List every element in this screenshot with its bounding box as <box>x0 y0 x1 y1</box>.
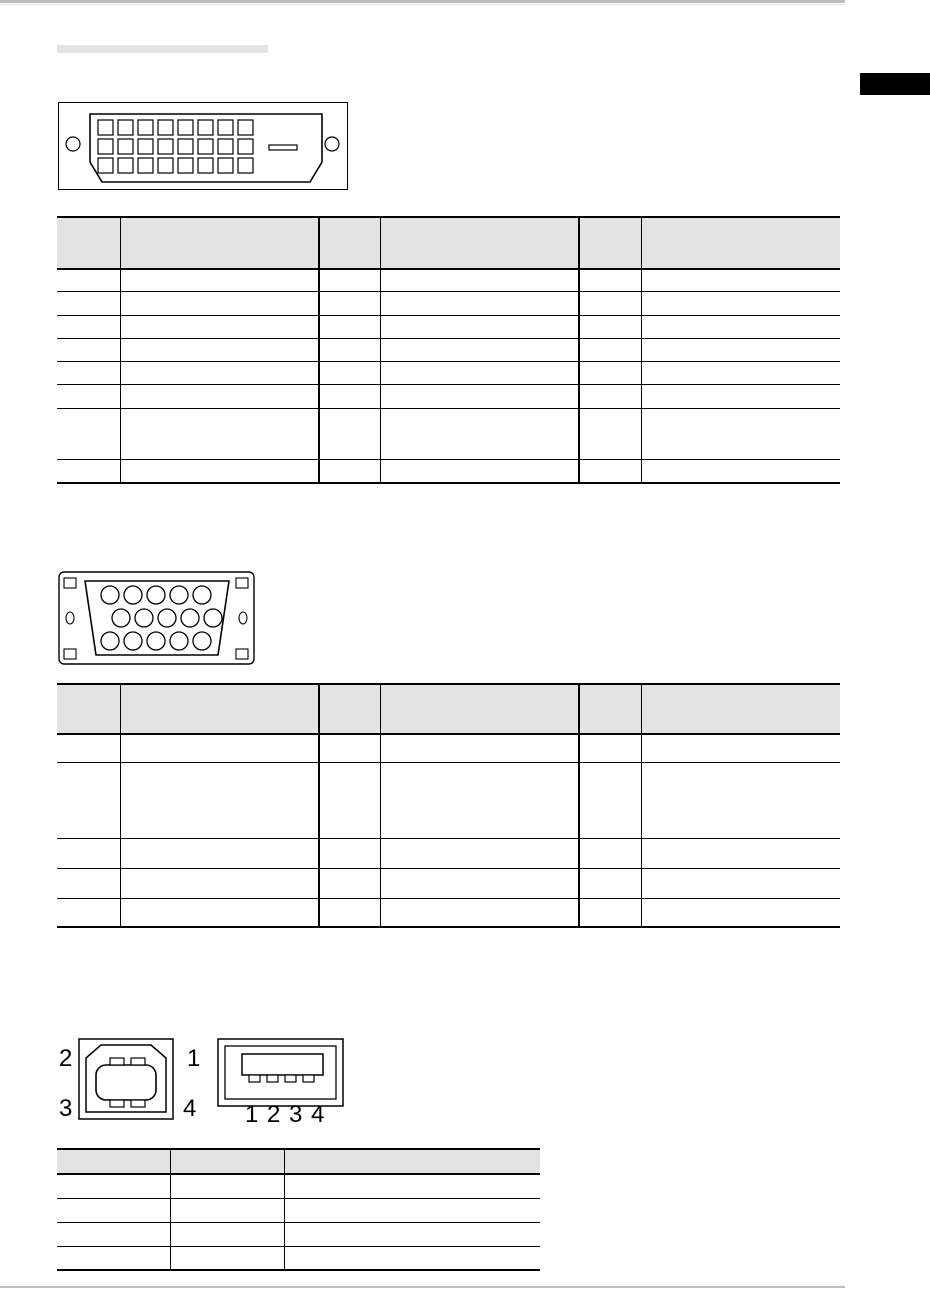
dsub-pin <box>170 586 188 604</box>
chapter-side-tab <box>860 73 930 95</box>
dsub15-connector-icon <box>58 571 256 666</box>
table-row <box>57 460 840 483</box>
dvi-pin <box>238 158 253 173</box>
usb-pin-label-2: 2 <box>59 1045 73 1072</box>
table-row <box>57 315 840 338</box>
dsub-pin <box>193 586 211 604</box>
dvi-header-pin-3 <box>579 217 641 269</box>
table-row <box>57 269 840 292</box>
dsub-pin <box>147 586 165 604</box>
table-row <box>57 1222 540 1246</box>
dsub-pin <box>170 632 188 650</box>
table-row <box>57 1198 540 1222</box>
dsub-pin <box>193 632 211 650</box>
usb-pin-label-1: 1 <box>187 1045 201 1072</box>
dvi-pin <box>138 120 153 135</box>
dsub-header-signal-1 <box>120 684 319 734</box>
bottom-rule <box>0 1286 845 1288</box>
table-row <box>57 762 840 838</box>
dsub-pin <box>204 609 222 627</box>
dsub-pin <box>101 632 119 650</box>
dvi-pin <box>218 158 233 173</box>
dvi-pin <box>138 158 153 173</box>
dsub-pin <box>181 609 199 627</box>
dsub-pin <box>112 609 130 627</box>
usb-header-signal <box>170 1149 284 1174</box>
dsub-pin <box>124 586 142 604</box>
dvi-pin <box>98 139 113 154</box>
dvi-pin <box>198 120 213 135</box>
dvi-pin <box>238 139 253 154</box>
dvi-pin <box>118 120 133 135</box>
dvi-pin <box>218 139 233 154</box>
table-row <box>57 1246 540 1270</box>
dvi-pin <box>118 158 133 173</box>
usb-header-remarks <box>284 1149 540 1174</box>
dsub-pin <box>135 609 153 627</box>
dvi-pin <box>218 120 233 135</box>
usb-downstream-pin-labels: 1 2 3 4 <box>245 1101 326 1126</box>
top-rule <box>0 0 845 3</box>
dvi-connector-icon <box>58 102 349 191</box>
dvi-pin <box>138 139 153 154</box>
table-row <box>57 338 840 361</box>
dvi-pin <box>198 139 213 154</box>
dvi-pin <box>178 158 193 173</box>
dvi-pin <box>158 139 173 154</box>
usb-connector-icon <box>55 1036 355 1126</box>
top-rule-thin <box>0 4 845 5</box>
dsub-pin <box>101 586 119 604</box>
usb-header-contact <box>57 1149 170 1174</box>
dvi-pin <box>198 158 213 173</box>
dsub-header-pin-1 <box>57 684 120 734</box>
dsub-header-signal-3 <box>641 684 840 734</box>
table-row <box>57 838 840 868</box>
table-row <box>57 292 840 315</box>
dvi-pin <box>158 158 173 173</box>
usb-pin-label-4: 4 <box>183 1095 197 1122</box>
dsub-pin <box>158 609 176 627</box>
dvi-header-pin-1 <box>57 217 120 269</box>
table-row <box>57 1174 540 1198</box>
dsub-pin-table <box>57 683 840 928</box>
usb-upstream-connector <box>59 1039 200 1122</box>
dvi-pin <box>118 139 133 154</box>
dvi-pin-table <box>57 216 840 484</box>
dvi-pin <box>158 120 173 135</box>
dvi-header-signal-3 <box>641 217 840 269</box>
dvi-pin <box>238 120 253 135</box>
table-row <box>57 734 840 762</box>
dsub-pin <box>147 632 165 650</box>
table-row <box>57 868 840 898</box>
dsub-header-pin-2 <box>319 684 380 734</box>
usb-downstream-connector <box>218 1039 343 1126</box>
dvi-pin <box>178 139 193 154</box>
table-row <box>57 898 840 927</box>
table-row <box>57 362 840 385</box>
dvi-header-pin-2 <box>319 217 380 269</box>
dsub-pin <box>124 632 142 650</box>
dvi-header-signal-1 <box>120 217 319 269</box>
dvi-pin <box>178 120 193 135</box>
table-row <box>57 385 840 408</box>
dvi-pin <box>98 158 113 173</box>
dvi-pin <box>98 120 113 135</box>
usb-pin-table <box>57 1148 540 1271</box>
dvi-header-signal-2 <box>380 217 579 269</box>
table-row <box>57 408 840 460</box>
dsub-header-pin-3 <box>579 684 641 734</box>
dsub-header-signal-2 <box>380 684 579 734</box>
usb-pin-label-3: 3 <box>59 1095 73 1122</box>
section-heading-bar <box>57 45 268 53</box>
